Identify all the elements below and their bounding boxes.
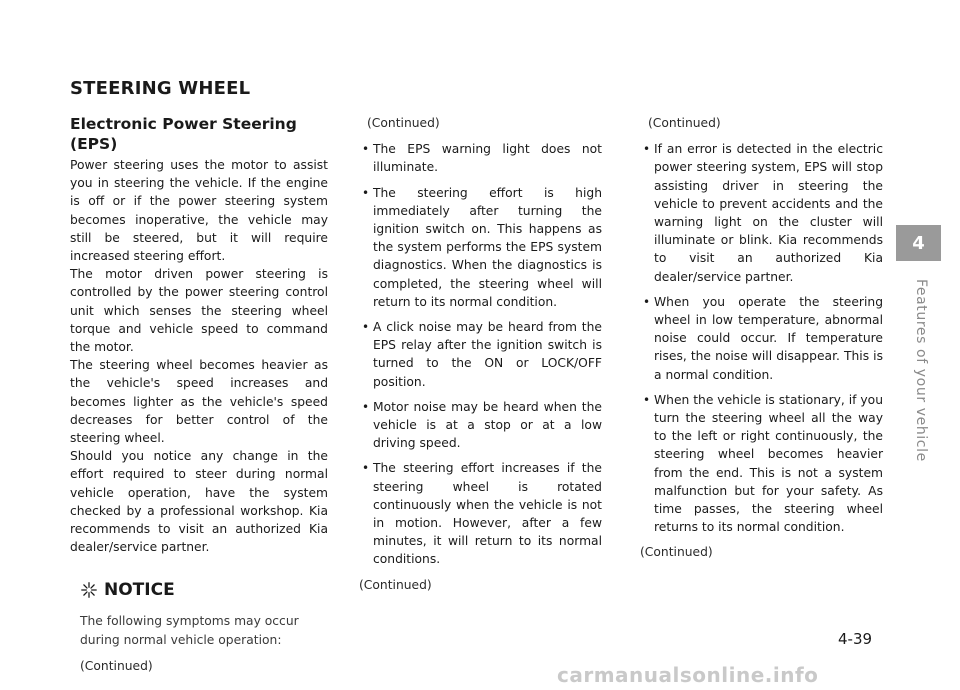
notice-continued: (Continued)	[80, 658, 153, 673]
notice-header	[80, 580, 328, 600]
column2-bullet-list	[359, 140, 602, 568]
column3-continued-top: (Continued)	[648, 116, 721, 130]
bullet-dot-icon: •	[362, 142, 370, 157]
column2-continued-top: (Continued)	[367, 116, 440, 130]
bullet-dot-icon: •	[643, 142, 651, 157]
list-item: • The steering effort is high immediately after turning the ignition switch on. This happens as the system performs the EPS system diagnostics. When the diagnostics is completed, the steering wheel will return to its normal condition.	[362, 185, 602, 309]
bullet-dot-icon: •	[362, 461, 370, 476]
page-number: 4-39	[838, 630, 873, 648]
chapter-label: Features of your vehicle	[913, 279, 929, 462]
list-item: • When you operate the steering wheel in low temperature, abnormal noise could occur. If temperature rises, the noise will disappear. This is a normal condition.	[643, 294, 883, 382]
list-item: • If an error is detected in the electric power steering system, EPS will stop assisting driver in steering the vehicle to prevent accidents and the warning light on the cluster will illuminate or blink. Kia recommends to visit an authorized Kia dealer/service partner.	[643, 142, 883, 284]
column-1	[70, 114, 328, 675]
column-3	[640, 114, 883, 562]
eps-paragraph-4: Should you notice any change in the effort required to steer during normal vehicle operation, have the system checked by a professional workshop. Kia recommends to visit an authorized Kia dealer/service partner.	[70, 449, 328, 555]
eps-paragraph-2: The motor driven power steering is controlled by the power steering control unit which senses the steering wheel torque and vehicle speed to command the motor.	[70, 267, 328, 355]
list-item: • Motor noise may be heard when the vehicle is at a stop or at a low driving speed.	[362, 399, 602, 451]
bullet-dot-icon: •	[362, 320, 370, 335]
chapter-tab[interactable]: 4	[896, 225, 941, 261]
list-item: • The steering effort increases if the steering wheel is rotated continuously when the vehicle is not in motion. However, after a few minutes, it will return to its normal conditions.	[362, 461, 602, 567]
watermark: carmanualsonline.info	[557, 663, 819, 687]
bullet-dot-icon: •	[643, 294, 651, 309]
eps-paragraph-1: Power steering uses the motor to assist you in steering the vehicle. If the engine is off or if the power steering system becomes inoperative, the vehicle may still be steered, but it will require increased steering effort.	[70, 158, 328, 264]
notice-box	[70, 580, 328, 675]
notice-title: NOTICE	[104, 580, 175, 601]
column3-continued-bottom: (Continued)	[640, 545, 713, 560]
column-2	[359, 114, 602, 594]
list-item: • When the vehicle is stationary, if you turn the steering wheel all the way to the left or right continuously, the steering wheel becomes heavier from the end. This is not a system malfunction but for your safety. As time passes, the steering wheel returns to its normal condition.	[643, 392, 883, 535]
eps-heading: Electronic Power Steering (EPS)	[70, 115, 297, 153]
list-item: • The EPS warning light does not illuminate.	[362, 142, 602, 175]
list-item: • A click noise may be heard from the EPS relay after the ignition switch is turned to the ON or LOCK/OFF position.	[362, 320, 602, 389]
column3-bullet-list	[640, 140, 883, 536]
bullet-dot-icon: •	[362, 399, 370, 414]
eps-paragraph-3: The steering wheel becomes heavier as the vehicle's speed increases and becomes lighter as the vehicle's speed decreases for better control of the steering wheel.	[70, 358, 328, 446]
notice-text: The following symptoms may occur during normal vehicle operation:	[80, 614, 299, 647]
bullet-dot-icon: •	[362, 185, 370, 200]
asterisk-star-icon	[80, 581, 98, 599]
column2-continued-bottom: (Continued)	[359, 577, 432, 592]
section-title: STEERING WHEEL	[70, 78, 251, 99]
bullet-dot-icon: •	[643, 392, 651, 407]
